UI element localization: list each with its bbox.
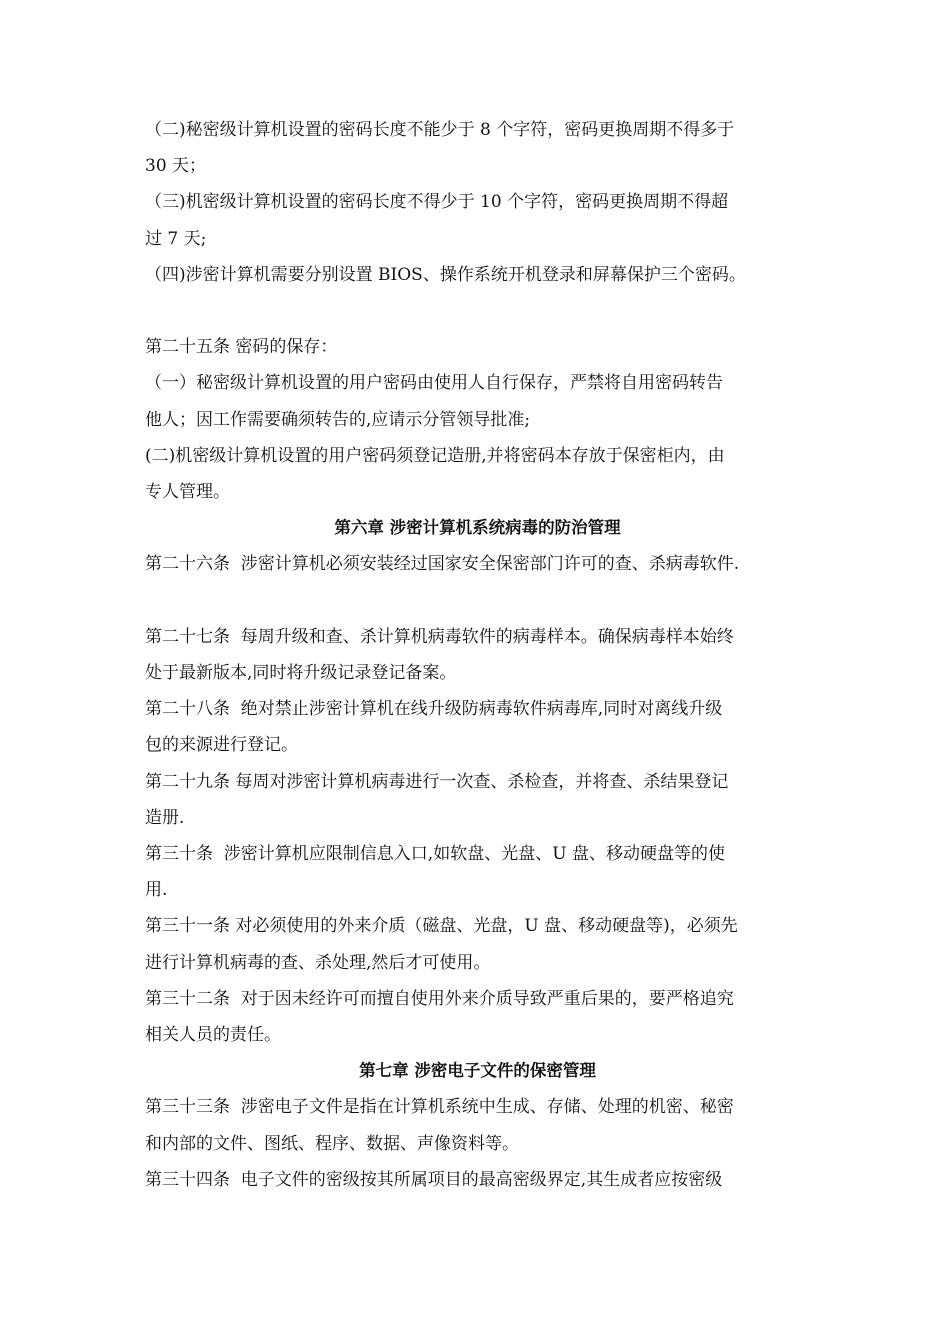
article-line: 第二十八条 绝对禁止涉密计算机在线升级防病毒软件病毒库,同时对离线升级	[145, 699, 723, 720]
article-line: 包的来源进行登记。	[145, 735, 298, 756]
article-line: 第二十九条 每周对涉密计算机病毒进行一次查、杀检查，并将查、杀结果登记	[145, 771, 729, 792]
chapter-heading: 第六章 涉密计算机系统病毒的防治管理	[334, 518, 621, 538]
article-line: 第二十六条 涉密计算机必须安装经过国家安全保密部门许可的查、杀病毒软件.	[145, 554, 740, 575]
clause-line: 专人管理。	[145, 482, 230, 503]
article-line: 处于最新版本,同时将升级记录登记备案。	[145, 663, 457, 684]
article-line: 和内部的文件、图纸、程序、数据、声像资料等。	[145, 1133, 519, 1154]
article-line: 第三十二条 对于因未经许可而擅自使用外来介质导致严重后果的，要严格追究	[145, 988, 734, 1009]
article-line: 用.	[145, 880, 168, 901]
clause-line: (二)机密级计算机设置的用户密码须登记造册,并将密码本存放于保密柜内，由	[145, 445, 725, 466]
blank-line	[145, 583, 810, 619]
clause-line: 30 天；	[145, 156, 207, 177]
article-line: 第三十三条 涉密电子文件是指在计算机系统中生成、存储、处理的机密、秘密	[145, 1097, 734, 1118]
clause-line: 过 7 天;	[145, 228, 207, 249]
article-line: 进行计算机病毒的查、杀处理,然后才可使用。	[145, 952, 491, 973]
clause-line: 他人；因工作需要确须转告的,应请示分管领导批准;	[145, 409, 531, 430]
article-line: 第三十条 涉密计算机应限制信息入口,如软盘、光盘、U 盘、移动硬盘等的使	[145, 844, 725, 865]
clause-line: （一）秘密级计算机设置的用户密码由使用人自行保存，严禁将自用密码转告	[145, 373, 723, 394]
document-body	[145, 112, 810, 1198]
clause-line: （二)秘密级计算机设置的密码长度不能少于 8 个字符，密码更换周期不得多于	[145, 120, 735, 140]
clause-line: （四)涉密计算机需要分别设置 BIOS、操作系统开机登录和屏幕保护三个密码。	[145, 264, 746, 285]
article-heading: 第二十五条 密码的保存：	[145, 337, 338, 358]
article-line: 造册.	[145, 807, 185, 828]
article-line: 第三十四条 电子文件的密级按其所属项目的最高密级界定,其生成者应按密级	[145, 1169, 723, 1190]
blank-line	[145, 293, 810, 329]
article-line: 第二十七条 每周升级和查、杀计算机病毒软件的病毒样本。确保病毒样本始终	[145, 626, 734, 647]
chapter-heading: 第七章 涉密电子文件的保密管理	[359, 1061, 596, 1081]
clause-line: （三)机密级计算机设置的密码长度不得少于 10 个字符，密码更换周期不得超	[145, 192, 729, 213]
article-line: 第三十一条 对必须使用的外来介质（磁盘、光盘，U 盘、移动硬盘等)，必须先	[145, 916, 738, 937]
article-line: 相关人员的责任。	[145, 1025, 281, 1046]
